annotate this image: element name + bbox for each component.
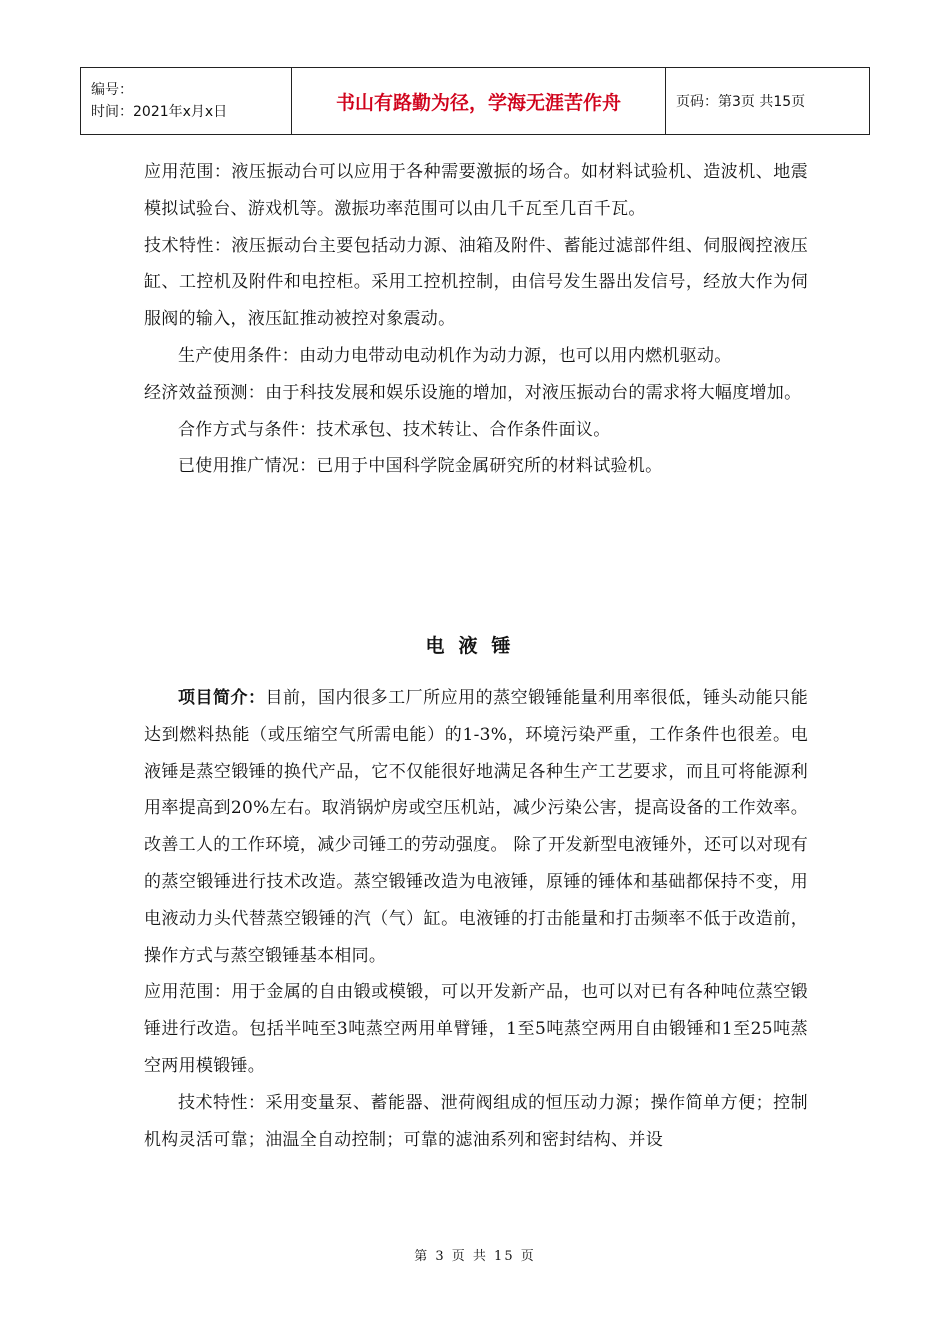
section2-technical-features: 技术特性：采用变量泵、蓄能器、泄荷阀组成的恒压动力源；操作简单方便；控制机构灵活可靠；油温全自动控制；可靠的滤油系列和密封结构、并设	[144, 1092, 808, 1150]
header-page-info: 页码：第3页 共15页	[666, 68, 870, 135]
section2-intro-label: 项目简介：	[178, 688, 266, 708]
section1-production-conditions: 生产使用条件：由动力电带动电动机作为动力源，也可以用内燃机驱动。	[178, 345, 732, 366]
section2-body	[144, 680, 808, 1158]
section2-intro	[144, 680, 808, 974]
header-left-cell	[81, 68, 292, 135]
section2-application-scope: 应用范围：用于金属的自由锻或模锻，可以开发新产品，也可以对已有各种吨位蒸空锻锤进行改造。包括半吨至3吨蒸空两用单臂锤，1至5吨蒸空两用自由锻锤和1至25吨蒸空两用模锻锤。	[144, 982, 808, 1076]
section2-intro-text: 目前，国内很多工厂所应用的蒸空锻锤能量利用率很低，锤头动能只能达到燃料热能（或压缩空气所需电能）的1-3%，环境污染严重，工作条件也很差。电液锤是蒸空锻锤的换代产品，它不仅能很好地满足各种生产工艺要求，而且可将能源利用率提高到20%左右。取消锅炉房或空压机站，减少污染公害，提高设备的工作效率。改善工人的工作环境，减少司锤工的劳动强度。 除了开发新型电液锤外，还可以对现有的蒸空锻锤进行技术改造。蒸空锻锤改造为电液锤，原锤的锤体和基础都保持不变，用电液动力头代替蒸空锻锤的汽（气）缸。电液锤的打击能量和打击频率不低于改造前，操作方式与蒸空锻锤基本相同。	[144, 688, 808, 966]
section1-economic-forecast: 经济效益预测：由于科技发展和娱乐设施的增加，对液压振动台的需求将大幅度增加。	[144, 382, 802, 403]
section1-body	[144, 154, 808, 485]
page-footer: 第 3 页 共 15 页	[414, 1249, 536, 1264]
section1-promotion: 已使用推广情况：已用于中国科学院金属研究所的材料试验机。	[178, 456, 663, 477]
number-label: 编号：	[91, 82, 133, 98]
section1-application-scope: 应用范围：液压振动台可以应用于各种需要激振的场合。如材料试验机、造波机、地震模拟试验台、游戏机等。激振功率范围可以由几千瓦至几百千瓦。	[144, 162, 808, 219]
header-motto: 书山有路勤为径，学海无涯苦作舟	[292, 68, 666, 135]
section1-technical-features: 技术特性：液压振动台主要包括动力源、油箱及附件、蓄能过滤部件组、伺服阀控液压缸、工控机及附件和电控柜。采用工控机控制，由信号发生器出发信号，经放大作为伺服阀的输入，液压缸推动被控对象震动。	[144, 235, 808, 330]
time-label: 时间：2021年x月x日	[91, 104, 228, 120]
section2-title: 电液锤	[425, 635, 525, 657]
header-table	[80, 67, 870, 135]
section1-cooperation: 合作方式与条件：技术承包、技术转让、合作条件面议。	[178, 419, 611, 440]
